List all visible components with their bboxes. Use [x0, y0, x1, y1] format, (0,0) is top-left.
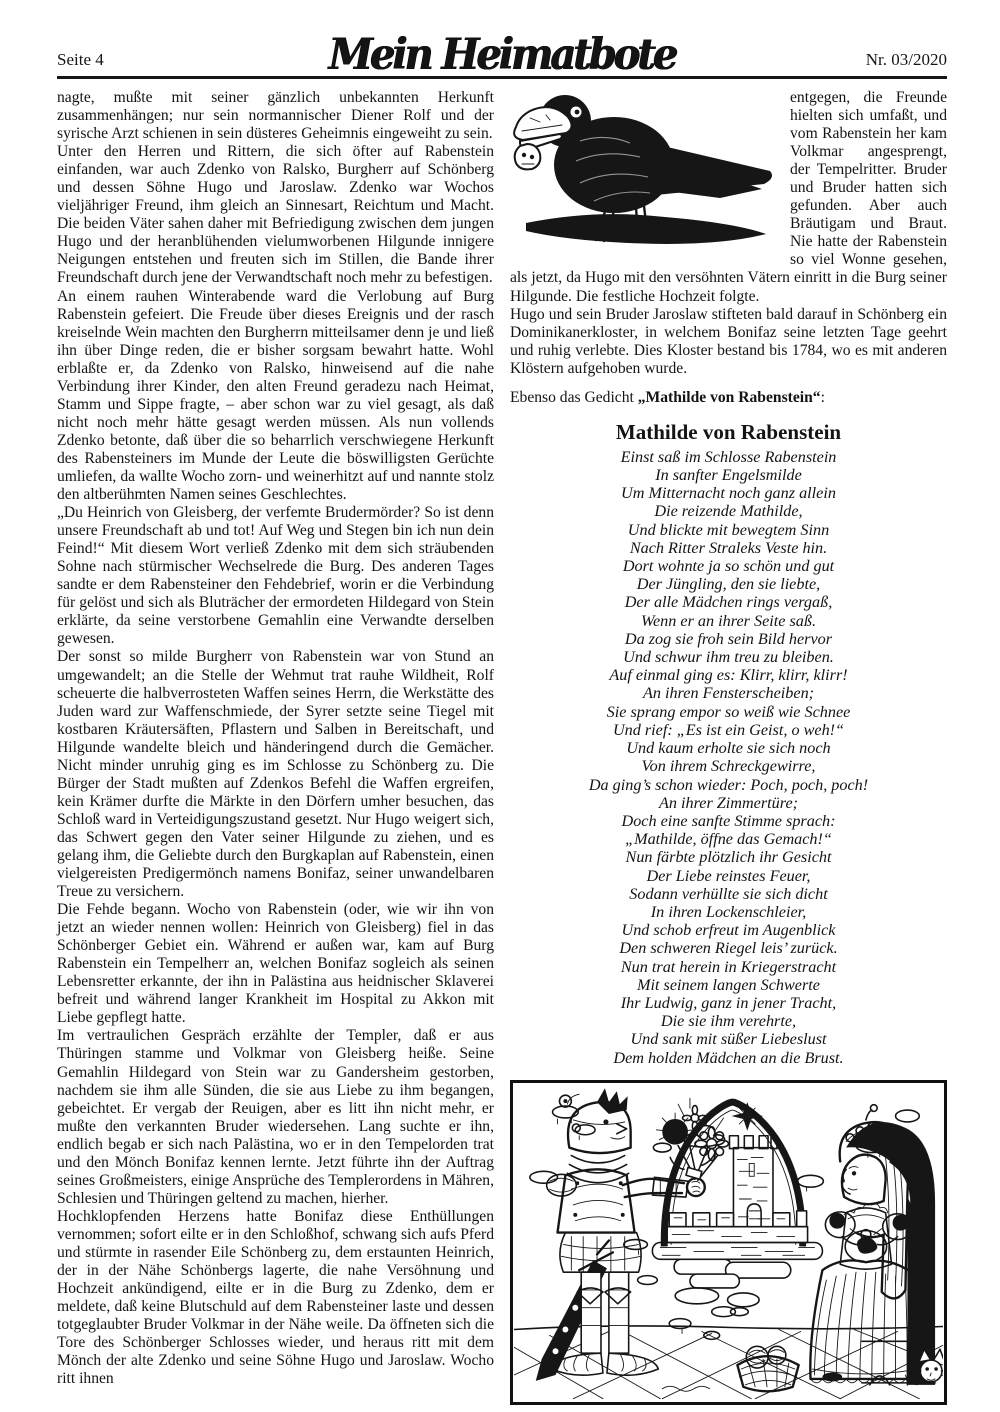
article-paragraph: An einem rauhen Winterabende ward die Verlobung auf Burg Rabenstein gefeiert. Die Freude über dieses Ereignis und der rasch kreiselnde Wein machten den Burgherrn mitteilsamer denn je und ließ ihn über Dinge reden, die er bisher sorgsam bewahrt hatte. Wohl erblaßte er, da Zdenko von Ralsko, hinweisend auf die nahe Verbindung ihrer Kinder, den alten Freund geradezu nach Heimat, Stamm und Sippe fragte, – aber schon war zu viel gesagt, als daß nicht noch mehr hätte gesagt werden müssen. Als nun vollends Zdenko betonte, daß über die so beharrlich verschwiegene Herkunft des Rabensteiners im Munde der Leute die böswilligsten Gerüchte umliefen, da wallte Wocho zorn- und weinerhitzt auf und nannte stolz den altberühmten Namen seines Geschlechtes. — [57, 287, 494, 504]
poem-line: Der alle Mädchen rings vergaß, — [624, 593, 833, 612]
article-paragraph: Hugo und sein Bruder Jaroslaw stifteten bald darauf in Schönberg ein Dominikanerkloster, in welchem Bonifaz seine letzten Tage geehrt und ruhig verlebte. Dies Kloster bestand bis 1784, wo es mit anderen Klöstern aufgehoben wurde. — [510, 305, 947, 377]
poem-line: Da zog sie froh sein Bild hervor — [624, 629, 833, 648]
poem-line: Den schweren Riegel leis’ zurück. — [619, 939, 838, 958]
article-paragraph: Der sonst so milde Burgherr von Rabenstein war von Stund an umgewandelt; an die Stelle der Wehmut trat rauhe Wildheit, Rolf scheuerte die halbverrosteten Waffen seines Herrn, die Werkstätte des Juden ward zur Waffenschmiede, der Syrer setzte seine Tiegel mit kostbaren Kräutersäften, Pflastern und Salben in Bereitschaft, und Hilgunde wandelte bleich und händeringend durch die Gemächer. Nicht minder unruhig ging es im Schlosse zu Schönberg zu. Die Bürger der Stadt mußten auf Zdenkos Befehl die Waffen ergreifen, kein Krämer durfte die Märkte in den Dörfern umher besuchen, das Schloß ward in Verteidigungszustand gesetzt. Nur Hugo weigert sich, das Schwert gegen den Vater seiner Hilgunde zu ziehen, und es gelang ihm, die Geliebte durch den Burgkaplan auf Rabenstein, einen vielgereisten Predigermönch namens Bonifaz, seiner unwandelbaren Treue zu versichern. — [57, 648, 494, 901]
poem-line: Und rief: „Es ist ein Geist, o weh!“ — [612, 720, 845, 739]
article-paragraph: entgegen, die Freunde hielten sich umfaßt, und vom Rabenstein her kam Volkmar angesprengt, der Tempelritter. Bruder und Bruder hatten sich gefunden. Aber auch Bräutigam und Braut. Nie hatte der Rabenstein so viel Wonne gesehen, als jetzt, da Hugo mit den versöhnten Vätern einritt in die Burg seiner Hilgunde. Die festliche Hochzeit folgte. — [510, 89, 947, 305]
poem-line: Auf einmal ging es: Klirr, klirr, klirr! — [609, 666, 848, 685]
poem-line: In ihren Lockenschleier, — [650, 902, 807, 921]
knight-illustration — [510, 1080, 947, 1405]
poem-intro-prefix: Ebenso das Gedicht — [510, 388, 638, 406]
poem-line: Sodann verhüllte sie sich dicht — [629, 884, 828, 903]
poem-line: Da ging’s schon wieder: Poch, poch, poch! — [588, 775, 869, 794]
poem-line: Mit seinem langen Schwerte — [637, 975, 820, 994]
article-paragraph: Die Fehde begann. Wocho von Rabenstein (oder, wie wir ihn von jetzt an wieder nennen wollen: Heinrich von Gleisberg) fiel in das Schönberger Gebiet ein. Während er außen war, kam auf Burg Rabenstein ein Tempelherr an, welchen Bonifaz sogleich als seinen Lebensretter erkannte, der ihn in Palästina aus heidnischer Sklaverei befreit und während langer Krankheit im Hospital zu Akkon mit Liebe gepflegt hatte. — [57, 901, 494, 1027]
poem-line: Sie sprang empor so weiß wie Schnee — [606, 702, 851, 721]
article-body — [57, 89, 947, 1405]
page-number: Seite 4 — [57, 50, 104, 69]
poem-line: Ihr Ludwig, ganz in jener Tracht, — [620, 993, 837, 1012]
poem-line: Wenn er an ihrer Seite saß. — [640, 611, 817, 630]
right-column — [510, 89, 947, 1405]
masthead-title: Mein Heimatbote — [328, 29, 676, 80]
poem-line: Die reizende Mathilde, — [654, 502, 803, 521]
poem-line: Und schwur ihm treu zu bleiben. — [623, 648, 834, 667]
poem-intro-title: „Mathilde von Rabenstein“ — [637, 388, 821, 406]
article-paragraph: Im vertraulichen Gespräch erzählte der Templer, daß er aus Thüringen stamme und Volkmar von Gleisberg heiße. Seine Gemahlin Hildegard von Stein war zu Gandersheim gestorben, nachdem sie ihm alle Sünden, die sie aus Liebe zu ihm begangen, gebeichtet. Er vergab der Reuigen, aber es litt ihn nicht mehr, er mußte den verkannten Bruder wiedersehen. Lang suchte er ihn, endlich begab er sich nach Palästina, wo er in den Tempelorden trat und den Mönch Bonifaz kennen lernte. Jetzt führte ihn der Auftrag seines Großmeisters, einige Ansprüche des Templerordens in Mähren, Schlesien und Thüringen geltend zu machen, hierher. — [57, 1027, 494, 1207]
poem-line: Und schob erfreut im Augenblick — [621, 921, 836, 940]
poem-line: Dem holden Mädchen an die Brust. — [613, 1048, 844, 1067]
poem-intro — [510, 389, 947, 407]
poem-line: Doch eine sanfte Stimme sprach: — [621, 811, 836, 830]
poem-line: „Mathilde, öffne das Gemach!“ — [625, 830, 832, 849]
article-paragraph: „Du Heinrich von Gleisberg, der verfemte Brudermörder? So ist denn unsere Freundschaft ab und tot! Auf Weg und Stegen bin ich nun dein Feind!“ Mit diesem Wort verließ Zdenko mit dem sich sträubenden Sohne nach stürmischer Wechselrede die Burg. Des anderen Tages sandte er dem Rabensteiner den Fehdebrief, worin er die Verbindung für gelöst und sich als Bluträcher der ermordeten Hildegard von Stein erklärte, da seine verstorbene Gemahlin eine Verwandte derselben gewesen. — [57, 504, 494, 648]
page-header — [57, 0, 947, 80]
poem-line: Nach Ritter Straleks Veste hin. — [629, 538, 828, 557]
poem-line: Dort wohnte ja so schön und gut — [622, 557, 835, 576]
article-paragraph: nagte, mußte mit seiner gänzlich unbekannten Herkunft zusammenhängen; nur sein normannischer Diener Rolf und der syrische Arzt schienen in sein düsteres Geheimnis eingeweiht zu sein. — [57, 89, 494, 143]
poem-intro-colon: : — [820, 388, 825, 406]
poem-line: Und sank mit süßer Liebeslust — [630, 1030, 827, 1049]
issue-number: Nr. 03/2020 — [865, 50, 947, 69]
poem-line: An ihren Fensterscheiben; — [642, 684, 815, 703]
raven-illustration — [510, 91, 782, 254]
poem-line: Die sie ihm verehrte, — [660, 1012, 797, 1031]
poem-line: Einst saß im Schlosse Rabenstein — [620, 447, 837, 466]
poem-line: Nun trat herein in Kriegerstracht — [620, 957, 837, 976]
poem-line: In sanfter Engelsmilde — [655, 466, 802, 485]
poem-title: Mathilde von Rabenstein — [615, 419, 842, 444]
poem-line: Der Jüngling, den sie liebte, — [636, 575, 821, 594]
poem-line: Der Liebe reinstes Feuer, — [646, 866, 811, 885]
poem-line: An ihrer Zimmertüre; — [658, 793, 799, 812]
poem-line: Und kaum erholte sie sich noch — [626, 739, 831, 758]
poem-line: Und blickte mit bewegtem Sinn — [627, 520, 830, 539]
left-column — [57, 89, 494, 1405]
poem-body — [510, 448, 947, 1067]
poem-line: Nun färbte plötzlich ihr Gesicht — [625, 848, 832, 867]
poem-line: Um Mitternacht noch ganz allein — [621, 484, 836, 503]
article-paragraph: Unter den Herren und Rittern, die sich öfter auf Rabenstein einfanden, war auch Zdenko von Ralsko, Burgherr auf Schönberg und dessen Söhne Hugo und Jaroslaw. Zdenko war Wochos vieljähriger Freund, ihm gleich an Sinnesart, Reichtum und Macht. Die beiden Väter sahen daher mit Befriedigung zwischen dem jungen Hugo und der heranblühenden vielumworbenen Hilgunde innigere Neigungen entstehen und freuten sich im Stillen, die Bande ihrer Freundschaft durch jene der Verwandtschaft noch mehr zu befestigen. — [57, 143, 494, 287]
poem-line: Von ihrem Schreckgewirre, — [641, 757, 816, 776]
article-paragraph: Hochklopfenden Herzens hatte Bonifaz diese Enthüllungen vernommen; sofort eilte er in den Schloßhof, schwang sich aufs Pferd und stürmte in rasender Eile Schönberg zu, dem erstaunten Heinrich, der in der Nähe Schönbergs lagerte, die nahe Versöhnung und Hochzeit ankündigend, eilte er in die Burg zu Zdenko, dem er meldete, daß keine Blutschuld auf dem Rabensteiner laste und dessen totgeglaubter Bruder Volkmar in der Nähe weile. Da öffneten sich die Tore des Schönberger Schlosses wieder, und heraus ritt mit dem Mönch der alte Zdenko und seine Söhne Hugo und Jaroslaw. Wocho ritt ihnen — [57, 1207, 494, 1388]
